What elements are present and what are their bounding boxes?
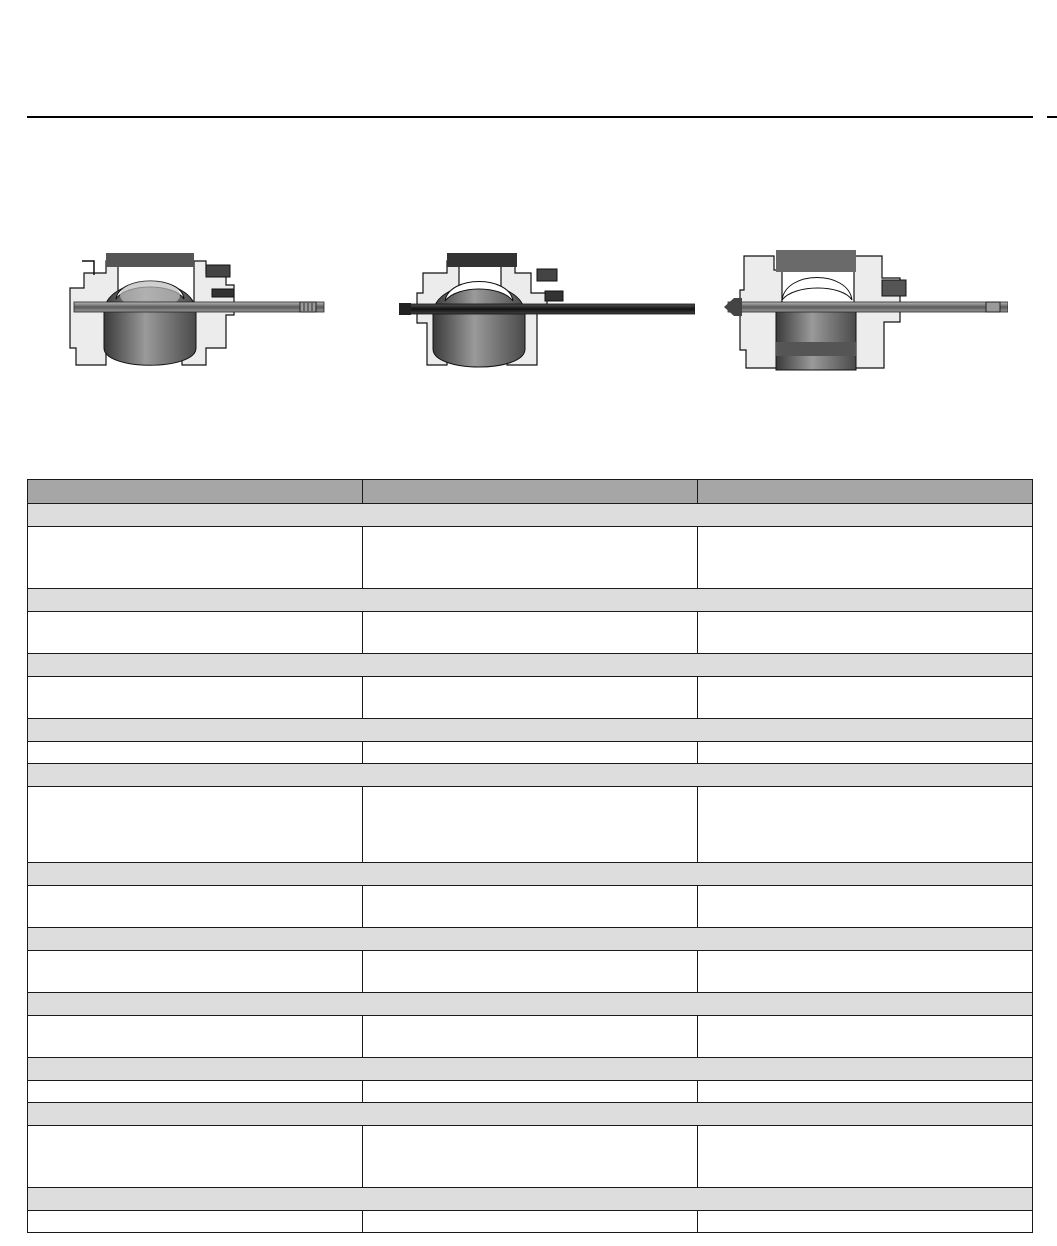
section-label [28,504,1033,527]
table-section-row [28,764,1033,787]
table-cell [698,527,1033,589]
table-section-row [28,993,1033,1016]
table-cell [363,1126,698,1188]
table-row [28,1081,1033,1103]
specification-table [27,479,1033,1233]
table-cell [363,742,698,764]
table-cell [28,742,363,764]
section-label [28,863,1033,886]
section-label [28,589,1033,612]
table-cell [363,527,698,589]
valve-cutaway-1 [64,253,326,371]
table-section-row [28,589,1033,612]
specification-table-body [28,504,1033,1233]
table-section-row [28,504,1033,527]
table-section-row [28,719,1033,742]
section-label [28,928,1033,951]
column-header [698,480,1033,504]
table-row [28,742,1033,764]
section-label [28,1058,1033,1081]
table-cell [28,1211,363,1233]
table-cell [698,886,1033,928]
table-cell [698,612,1033,654]
table-row [28,951,1033,993]
table-section-row [28,863,1033,886]
table-cell [363,787,698,863]
table-cell [363,1016,698,1058]
valve-cutaway-3 [724,250,1008,372]
table-row [28,527,1033,589]
table-section-row [28,1188,1033,1211]
header-rule [27,116,1033,118]
table-row [28,1211,1033,1233]
table-cell [28,1016,363,1058]
table-row [28,886,1033,928]
table-section-row [28,1058,1033,1081]
table-cell [28,527,363,589]
column-header [363,480,698,504]
table-cell [28,886,363,928]
section-label [28,1103,1033,1126]
valve-cutaway-2 [397,253,695,371]
table-cell [28,1126,363,1188]
table-row [28,1126,1033,1188]
section-label [28,764,1033,787]
table-row [28,787,1033,863]
table-row [28,677,1033,719]
table-cell [363,1081,698,1103]
table-cell [363,677,698,719]
table-cell [698,742,1033,764]
header-rule-tick [1047,116,1057,118]
table-cell [698,951,1033,993]
table-cell [698,1081,1033,1103]
section-label [28,654,1033,677]
table-section-row [28,928,1033,951]
table-cell [28,951,363,993]
table-section-row [28,1103,1033,1126]
table-cell [28,612,363,654]
table-cell [28,787,363,863]
table-section-row [28,654,1033,677]
table-cell [363,886,698,928]
table-cell [28,1081,363,1103]
table-header-row [28,480,1033,504]
column-header [28,480,363,504]
table-cell [698,1016,1033,1058]
table-row [28,1016,1033,1058]
table-cell [363,1211,698,1233]
table-cell [698,677,1033,719]
table-cell [698,1211,1033,1233]
section-label [28,1188,1033,1211]
section-label [28,993,1033,1016]
table-cell [698,1126,1033,1188]
section-label [28,719,1033,742]
table-row [28,612,1033,654]
table-cell [698,787,1033,863]
table-cell [28,677,363,719]
table-cell [363,951,698,993]
table-cell [363,612,698,654]
